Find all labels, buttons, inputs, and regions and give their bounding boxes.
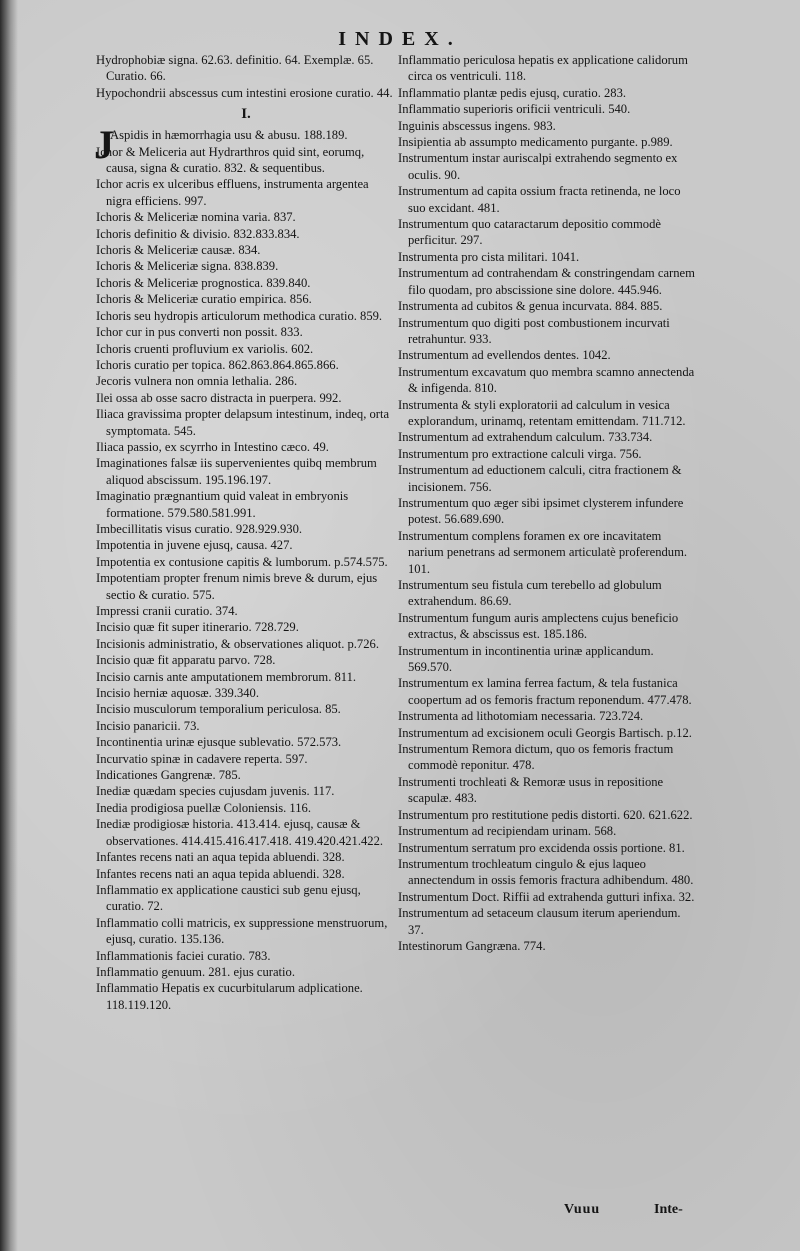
index-entry: Hydrophobiæ signa. 62.63. definitio. 64. Exemplæ. 65. Curatio. 66. — [96, 53, 374, 84]
index-entry: Inflammationis faciei curatio. 783. — [96, 948, 271, 963]
right-column — [398, 52, 698, 954]
index-entry: Instrumentum ad evellendos dentes. 1042. — [398, 348, 611, 363]
index-entry: Instrumentum trochleatum cingulo & ejus laqueo annectendum in ossis femoris fractura adhibendum. 480. — [398, 856, 694, 888]
index-entry: Imaginatio prægnantium quid valeat in embryonis formatione. 579.580.581.991. — [96, 489, 349, 520]
index-entry: Ichor & Meliceria aut Hydrarthros quid sint, eorumq, causa, signa & curatio. 832. & sequentibus. — [96, 144, 365, 176]
index-entry: Instrumentum quo æger sibi ipsimet clysterem infundere potest. 56.689.690. — [398, 495, 684, 527]
index-entry: Ichor acris ex ulceribus effluens, instrumenta argentea nigra efficiens. 997. — [96, 177, 369, 208]
index-entry: Impotentia ex contusione capitis & lumborum. p.574.575. — [96, 554, 388, 569]
index-entry: Ichoris cruenti profluvium ex variolis. 602. — [96, 341, 314, 356]
index-entry: Inflammatio periculosa hepatis ex applicatione calidorum circa os ventriculi. 118. — [398, 53, 688, 84]
binding-shadow — [0, 0, 18, 1251]
index-entry: Iliaca gravissima propter delapsum intestinum, indeq, orta symptomata. 545. — [96, 407, 390, 438]
index-entry: Inedia prodigiosa puellæ Coloniensis. 116. — [96, 800, 312, 815]
index-entry: Inflammatio colli matricis, ex suppressione menstruorum, ejusq, curatio. 135.136. — [96, 915, 388, 947]
index-entry: Insipientia ab assumpto medicamento purgante. p.989. — [398, 135, 673, 150]
index-entry: Impressi cranii curatio. 374. — [96, 604, 238, 618]
section-letter-heading: I. — [241, 106, 251, 123]
index-entry: Impotentia in juvene ejusq, causa. 427. — [96, 538, 293, 553]
index-entry: Instrumentum quo cataractarum depositio commodè perficitur. 297. — [398, 217, 661, 248]
right-entry-list — [398, 52, 698, 954]
index-entry: Imbecillitatis visus curatio. 928.929.930. — [96, 521, 303, 536]
index-entry: Instrumentum serratum pro excidenda ossis portione. 81. — [398, 840, 685, 855]
index-entry: Instrumentum Remora dictum, quo os femoris fractum commodè reponitur. 478. — [398, 742, 674, 773]
index-entry: Inflammatio ex applicatione caustici sub genu ejusq, curatio. 72. — [96, 882, 361, 914]
index-entry: Iliaca passio, ex scyrrho in Intestino cæco. 49. — [96, 439, 329, 454]
index-entry: Instrumenta pro cista militari. 1041. — [398, 249, 580, 264]
index-entry: Instrumentum ad contrahendam & constringendam carnem filo quodam, pro abscissione sine dolore. 445.946. — [398, 266, 695, 297]
index-entry: Ichoris seu hydropis articulorum methodica curatio. 859. — [96, 308, 383, 323]
index-entry: Incisio quæ fit super itinerario. 728.729. — [96, 620, 299, 635]
index-entry: Instrumentum ad eductionem calculi, citra fractionem & incisionem. 756. — [398, 463, 682, 494]
index-entry: Jecoris vulnera non omnia lethalia. 286. — [96, 374, 298, 389]
index-entry: Inflammatio genuum. 281. ejus curatio. — [96, 964, 296, 979]
index-entry: Incisio panaricii. 73. — [96, 718, 200, 733]
drop-cap: J — [94, 122, 114, 168]
running-head: INDEX. — [338, 28, 462, 50]
index-entry: Imaginationes falsæ iis supervenientes quibq membrum aliquod abscissum. 195.196.197. — [96, 456, 377, 487]
catchword: Inte- — [654, 1202, 683, 1217]
index-entry: Instrumentum pro restitutione pedis distorti. 620. 621.622. — [398, 807, 693, 822]
index-entry: Instrumenti trochleati & Remoræ usus in repositione scapulæ. 483. — [398, 774, 664, 806]
index-entry: Instrumentum ad recipiendam urinam. 568. — [398, 824, 617, 839]
index-entry: Instrumentum ad extrahendum calculum. 733.734. — [398, 430, 653, 445]
index-entry: Instrumentum pro extractione calculi virga. 756. — [398, 446, 642, 461]
index-entry: Incisio quæ fit apparatu parvo. 728. — [96, 653, 276, 668]
left-column — [96, 52, 396, 1013]
index-entry: Instrumentum excavatum quo membra scamno annectenda & infigenda. 810. — [398, 364, 695, 396]
index-entry: Incontinentia urinæ ejusque sublevatio. 572.573. — [96, 735, 342, 750]
index-entry: Instrumentum fungum auris amplectens cujus beneficio extractus, & abscissus est. 185.186. — [398, 610, 679, 642]
index-entry: Instrumentum quo digiti post combustionem incurvati retrahuntur. 933. — [398, 315, 670, 346]
index-entry: Instrumentum ex lamina ferrea factum, & tela fustanica coopertum ad os femoris fractum reponendum. 477.478. — [398, 676, 692, 707]
index-entry: Hypochondrii abscessus cum intestini erosione curatio. 44. — [96, 85, 393, 100]
signature-mark: Vuuu — [564, 1202, 601, 1217]
left-entry-list — [96, 144, 396, 1014]
index-entry: Infantes recens nati an aqua tepida abluendi. 328. — [96, 850, 345, 865]
index-entry: Ichoris & Meliceriæ causæ. 834. — [96, 243, 261, 258]
index-entry: Instrumentum ad setaceum clausum iterum aperiendum. 37. — [398, 906, 681, 937]
index-entry: Instrumentum ad excisionem oculi Georgis Bartisch. p.12. — [398, 725, 692, 740]
index-entry: Ichoris curatio per topica. 862.863.864.865.866. — [96, 357, 339, 372]
index-entry: Infantes recens nati an aqua tepida abluendi. 328. — [96, 866, 345, 881]
index-entry: Instrumentum ad capita ossium fracta retinenda, ne loco suo excidant. 481. — [398, 184, 681, 215]
index-entry: Instrumenta ad cubitos & genua incurvata. 884. 885. — [398, 299, 663, 314]
index-entry: Incisionis administratio, & observationes aliquot. p.726. — [96, 636, 379, 651]
index-entry: Instrumenta ad lithotomiam necessaria. 723.724. — [398, 709, 644, 724]
index-entry: Inflammatio plantæ pedis ejusq, curatio. 283. — [398, 85, 627, 100]
index-entry: Ichoris definitio & divisio. 832.833.834. — [96, 226, 300, 241]
index-entry: Instrumentum complens foramen ex ore incavitatem narium penetrans ad sermonem articulatè proferendum. 101. — [398, 528, 688, 576]
index-entry: Ichor cur in pus converti non possit. 833. — [96, 325, 303, 340]
index-entry: Inediæ quædam species cujusdam juvenis. 117. — [96, 784, 335, 799]
index-entry: Inediæ prodigiosæ historia. 413.414. ejusq, causæ & observationes. 414.415.416.417.418. 419.420.421.422. — [96, 817, 384, 848]
index-entry: Incisio herniæ aquosæ. 339.340. — [96, 686, 260, 701]
index-entry: Inflammatio superioris orificii ventriculi. 540. — [398, 102, 631, 117]
index-entry: Inflammatio Hepatis ex cucurbitularum adplicatione. 118.119.120. — [96, 981, 363, 1012]
index-entry: Indicationes Gangrenæ. 785. — [96, 768, 241, 783]
index-entry: Ichoris & Meliceriæ nomina varia. 837. — [96, 210, 296, 225]
index-entry: Ichoris & Meliceriæ curatio empirica. 856. — [96, 292, 312, 307]
index-entry: Instrumentum instar auriscalpi extrahendo segmento ex oculis. 90. — [398, 151, 678, 182]
index-entry: Incisio carnis ante amputationem membrorum. 811. — [96, 669, 357, 684]
index-entry: Impotentiam propter frenum nimis breve & durum, ejus sectio & curatio. 575. — [96, 571, 378, 602]
index-entry: Instrumentum seu fistula cum terebello ad globulum extrahendum. 86.69. — [398, 578, 662, 609]
index-entry: Aspidis in hæmorrhagia usu & abusu. 188.189. — [110, 128, 348, 143]
index-entry: Ilei ossa ab osse sacro distracta in puerpera. 992. — [96, 390, 342, 405]
index-entry: Ichoris & Meliceriæ prognostica. 839.840. — [96, 275, 311, 290]
index-entry: Inguinis abscessus ingens. 983. — [398, 118, 556, 133]
index-entry: Instrumenta & styli exploratorii ad calculum in vesica explorandum, urinamq, retentam emittendam. 711.712. — [398, 397, 686, 428]
index-entry: Instrumentum Doct. Riffii ad extrahenda gutturi infixa. 32. — [398, 889, 695, 904]
index-entry: Ichoris & Meliceriæ signa. 838.839. — [96, 259, 279, 274]
index-entry: Instrumentum in incontinentia urinæ applicandum. 569.570. — [398, 643, 654, 675]
index-entry: Incisio musculorum temporalium periculosa. 85. — [96, 702, 341, 717]
index-entry: Incurvatio spinæ in cadavere reperta. 597. — [96, 751, 308, 766]
index-entry: Intestinorum Gangræna. 774. — [398, 938, 546, 953]
